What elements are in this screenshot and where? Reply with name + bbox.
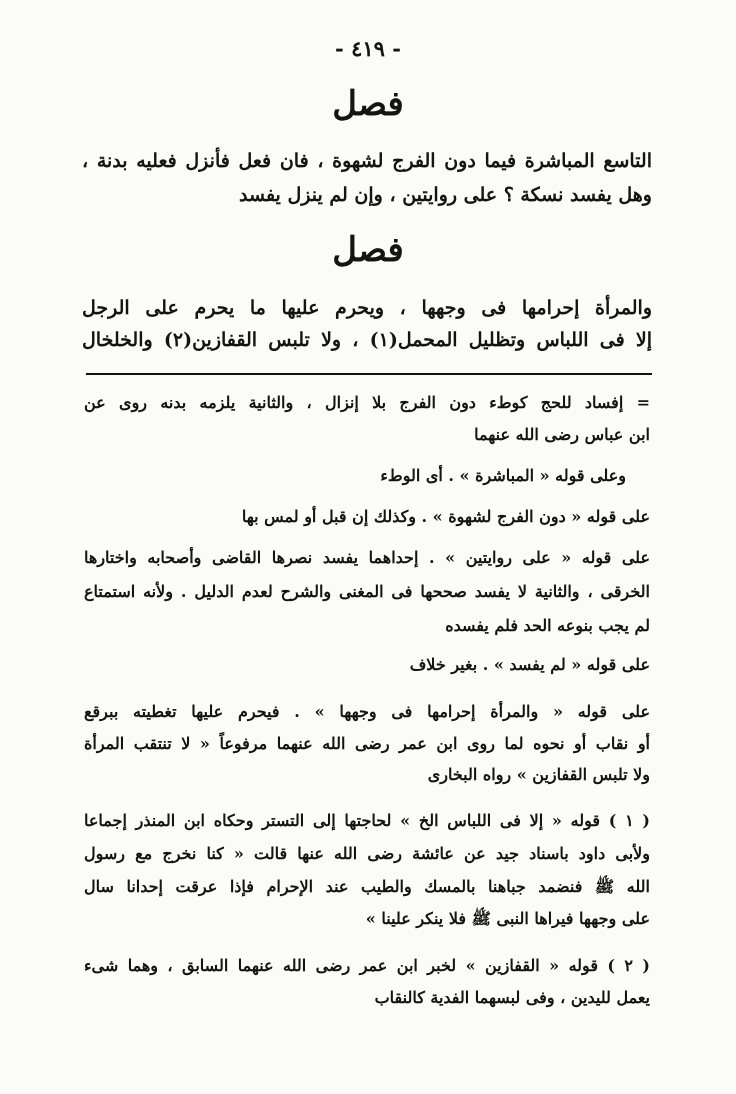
section-heading: فصل [332,84,404,124]
commentary-line: أو نقاب أو نحوه لما روى ابن عمر رضى الله عنهما مرفوعاً « لا تنتقب المرأة [84,734,650,753]
commentary-line: الخرقى ، والثانية لا يفسد صححها فى المغنى والشرح لعدم الدليل . ولأنه استمتاع [84,582,651,601]
commentary-line: الله ﷺ فنضمد جباهنا بالمسك والطيب عند الإحرام فإذا عرقت إحدانا سال [84,877,650,896]
body-line: وهل يفسد نسكة ؟ على روايتين ، وإن لم ينزل يفسد [239,184,652,206]
commentary-line: ( ٢ ) قوله « القفازين » لخبر ابن عمر رضى الله عنهما السابق ، وهما شىء [84,956,651,975]
commentary-line: لم يجب بنوعه الحد فلم يفسده [445,616,650,635]
body-line: والمرأة إحرامها فى وجهها ، ويحرم عليها ما يحرم على الرجل [82,297,652,319]
commentary-line: ولا تلبس القفازين » رواه البخارى [427,765,650,784]
commentary-line: وعلى قوله « المباشرة » . أى الوطء [380,466,626,485]
body-line: التاسع المباشرة فيما دون الفرج لشهوة ، فان فعل فأنزل فعليه بدنة ، [82,150,652,172]
commentary-line: على قوله « لم يفسد » . بغير خلاف [409,655,650,674]
commentary-line: ولأبى داود باسناد جيد عن عائشة رضى الله عنها قالت « كنا نخرج مع رسول [84,844,650,863]
commentary-line: ابن عباس رضى الله عنهما [474,425,650,444]
body-line: إلا فى اللباس وتظليل المحمل(١) ، ولا تلبس القفازين(٢) والخلخال [82,329,652,351]
section-heading: فصل [332,230,404,270]
page-number: - ٤١٩ - [335,36,401,61]
separator-rule [86,373,652,375]
commentary-line: على قوله « على روايتين » . إحداهما يفسد نصرها القاضى وأصحابه واختارها [84,548,650,567]
commentary-line: يعمل لليدين ، وفى لبسهما الفدية كالنقاب [374,988,650,1007]
commentary-line: على قوله « والمرأة إحرامها فى وجهها » . فيحرم عليها تغطيته ببرقع [84,702,650,721]
commentary-line: ( ١ ) قوله « إلا فى اللباس الخ » لحاجتها إلى التستر وحكاه ابن المنذر إجماعا [84,811,650,830]
commentary-line: على قوله « دون الفرج لشهوة » . وكذلك إن قبل أو لمس بها [241,507,650,526]
commentary-line: = إفساد للحج كوطء دون الفرج بلا إنزال ، والثانية يلزمه بدنه روى عن [84,393,650,412]
commentary-line: على وجهها فيراها النبى ﷺ فلا ينكر علينا » [365,909,650,928]
